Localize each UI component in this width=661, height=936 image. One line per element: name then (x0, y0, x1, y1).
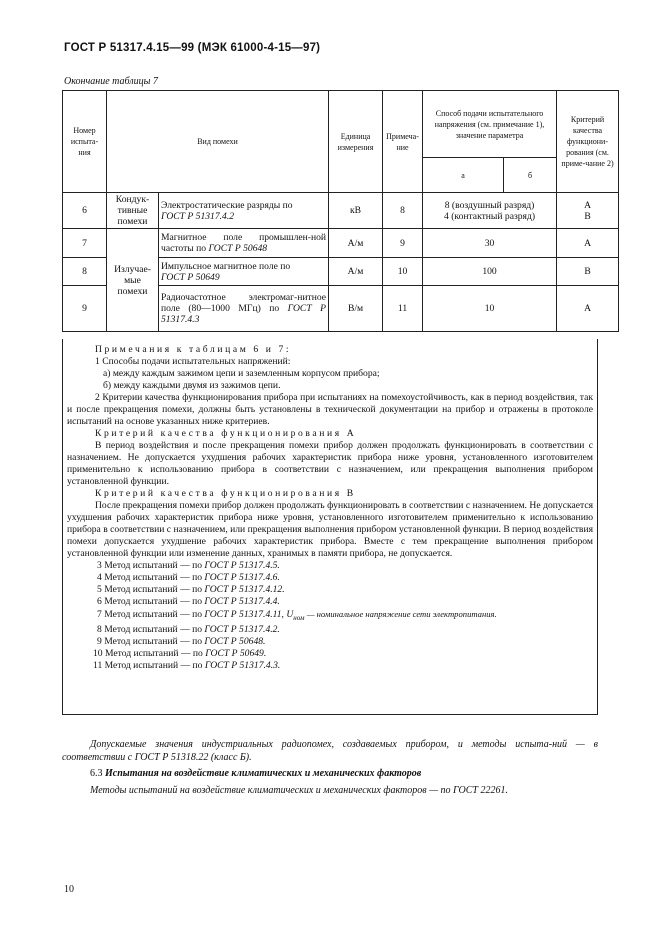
table-7 (62, 90, 619, 332)
method-item: 5 Метод испытаний — по ГОСТ Р 51317.4.12. (97, 584, 285, 595)
row-7-note: 9 (383, 229, 423, 258)
note-1a: а) между каждым зажимом цепи и заземленным корпусом прибора; (103, 368, 380, 379)
criterion-a-title: Критерий качества функционирования А (95, 428, 357, 439)
table-notes (62, 339, 598, 715)
climatic-paragraph: Методы испытаний на воздействие климатических и механических факторов — по ГОСТ 22261. (90, 785, 508, 796)
header-interference-type: Вид помехи (107, 91, 329, 193)
page-number: 10 (64, 884, 74, 895)
methods-list (67, 560, 593, 672)
table-caption: Окончание таблицы 7 (64, 76, 158, 87)
method-item: 4 Метод испытаний — по ГОСТ Р 51317.4.6. (97, 572, 280, 583)
row-6-note: 8 (383, 193, 423, 229)
row-7-crit: А (557, 229, 619, 258)
header-sub-b: б (504, 158, 557, 193)
group-radiated: Излучае-мые помехи (107, 229, 159, 332)
row-7-value: 30 (423, 229, 557, 258)
row-7-desc: Магнитное поле промышлен-ной частоты по ГОСТ Р 50648 (159, 229, 329, 258)
row-9-num: 9 (63, 286, 107, 332)
header-method: Способ подачи испытательного напряжения (см. примечание 1), значение параметра (423, 91, 557, 158)
table-row (63, 229, 619, 258)
method-item: 8 Метод испытаний — по ГОСТ Р 51317.4.2. (97, 623, 280, 635)
row-6-values: 8 (воздушный разряд) 4 (контактный разряд) (423, 193, 557, 229)
section-heading: 6.3 Испытания на воздействие климатических и механических факторов (90, 768, 422, 779)
row-9-unit: В/м (329, 286, 383, 332)
criterion-b-title: Критерий качества функционирования В (95, 488, 356, 499)
criterion-b-text: После прекращения помехи прибор должен продолжать функционировать в соответствии с назначением. Не допускается ухудшения рабочих характеристик прибора ниже уровня, установленного изготовителем применительно к использованию прибора в соответствии с назначением, или прекращения выполнения прибором установленной функции. В период воздействия помехи допускается ухудшение рабочих характеристик прибора. Вместе с тем прекращение выполнения прибором установленной функции или изменение данных, хранимых в памяти прибора, не допускается. (67, 500, 593, 559)
row-9-value: 10 (423, 286, 557, 332)
row-8-unit: А/м (329, 258, 383, 286)
method-item: 10 Метод испытаний — по ГОСТ Р 50649. (93, 647, 267, 659)
row-9-note: 11 (383, 286, 423, 332)
row-8-value: 100 (423, 258, 557, 286)
row-8-desc: Импульсное магнитное поле по ГОСТ Р 50649 (159, 258, 329, 286)
table-row (63, 193, 619, 229)
group-conducted: Кондук-тивные помехи (107, 193, 159, 229)
row-8-crit: В (557, 258, 619, 286)
row-7-num: 7 (63, 229, 107, 258)
row-9-crit: А (557, 286, 619, 332)
method-item: 3 Метод испытаний — по ГОСТ Р 51317.4.5. (97, 560, 280, 571)
header-criterion: Критерий качества функциони-рования (см. приме-чание 2) (557, 91, 619, 193)
method-item: 7 Метод испытаний — по ГОСТ Р 51317.4.11, $U_{ном}$ — номинальное напряжение сети электропитания. (97, 609, 497, 622)
emission-paragraph: Допускаемые значения индустриальных радиопомех, создаваемых прибором, и методы испыта-ний — в соответствии с ГОСТ Р 51318.22 (класс Б). (62, 739, 598, 763)
note-1: 1 Способы подачи испытательных напряжений: (95, 356, 291, 367)
row-7-unit: А/м (329, 229, 383, 258)
row-6-crit: А В (557, 193, 619, 229)
row-9-desc: Радиочастотное электромаг-нитное поле (80—1000 МГц) по ГОСТ Р 51317.4.3 (159, 286, 329, 332)
row-6-num: 6 (63, 193, 107, 229)
row-6-unit: кВ (329, 193, 383, 229)
note-2: 2 Критерии качества функционирования прибора при испытаниях на помехоустойчивость, как в период воздействия, так и после прекращения помехи, должны быть установлены в технической документации на прибор и отражены в протоколе испытаний на основе указанных ниже критериев. (67, 392, 593, 427)
header-test-number: Номер испыта-ния (63, 91, 107, 193)
method-item: 11 Метод испытаний — по ГОСТ Р 51317.4.3. (93, 659, 281, 671)
header-note: Примеча-ние (383, 91, 423, 193)
header-sub-a: а (423, 158, 504, 193)
notes-title: Примечания к таблицам 6 и 7: (95, 344, 292, 355)
method-item: 9 Метод испытаний — по ГОСТ Р 50648. (97, 635, 266, 647)
criterion-a-text: В период воздействия и после прекращения помехи прибор должен продолжать функционировать в соответствии с назначением. Не допускается ухудшения рабочих характеристик прибора ниже уровня, установленного изготовителем применительно к использованию прибора в соответствии с назначением, или прекращения выполнения прибором установленной функции. (67, 440, 593, 487)
note-1b: б) между каждыми двумя из зажимов цепи. (103, 380, 281, 391)
row-8-num: 8 (63, 258, 107, 286)
document-header: ГОСТ Р 51317.4.15—99 (МЭК 61000-4-15—97) (64, 42, 321, 54)
row-6-desc: Электростатические разряды по ГОСТ Р 51317.4.2 (159, 193, 329, 229)
method-item: 6 Метод испытаний — по ГОСТ Р 51317.4.4. (97, 596, 280, 607)
row-8-note: 10 (383, 258, 423, 286)
header-unit: Единица измерения (329, 91, 383, 193)
